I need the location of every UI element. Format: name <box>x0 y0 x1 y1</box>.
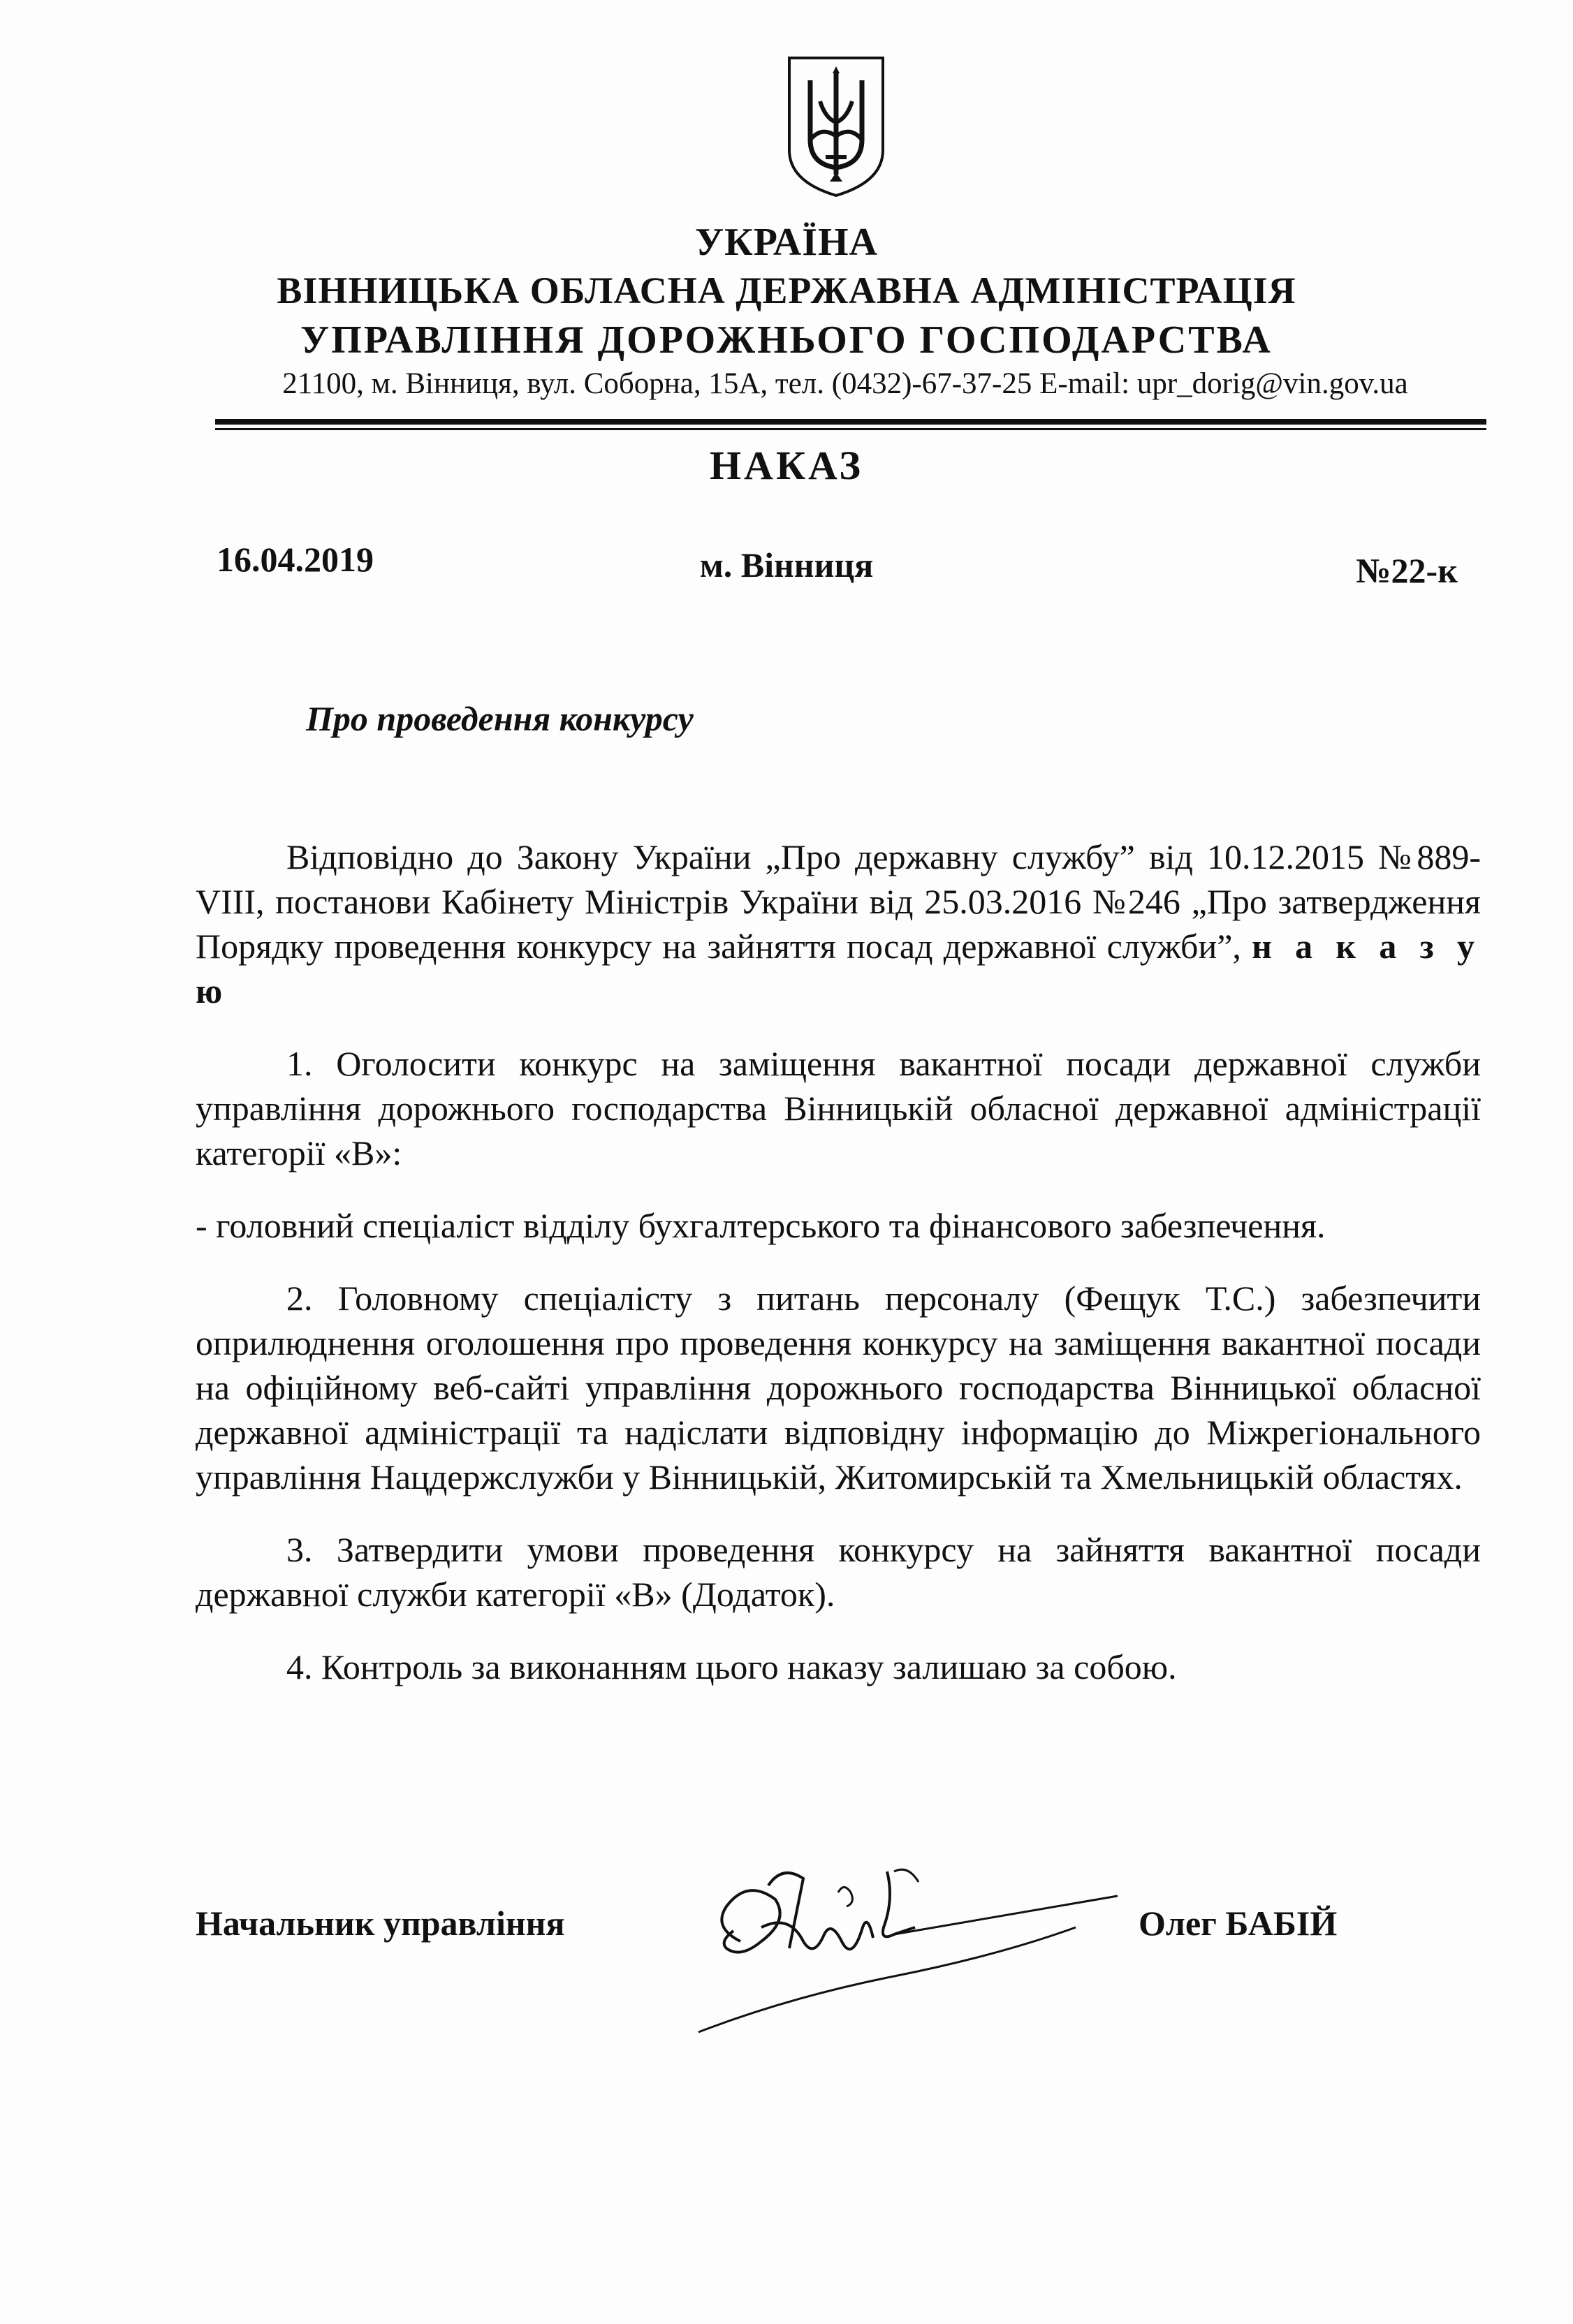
document-city: м. Вінниця <box>699 545 874 584</box>
intro-paragraph <box>196 834 1481 1013</box>
document-body <box>196 834 1481 1717</box>
item-4-paragraph: 4. Контроль за виконанням цього наказу залишаю за собою. <box>286 1647 1177 1686</box>
header-divider-thick <box>215 419 1486 425</box>
header-divider-thin <box>215 428 1486 430</box>
document-date: 16.04.2019 <box>217 540 374 579</box>
document-number: №22-к <box>1356 551 1458 590</box>
item-2-paragraph: 2. Головному спеціалісту з питань персоналу (Фещук Т.С.) забезпечити оприлюднення оголошення про проведення конкурсу на заміщення вакантної посади на офіційному веб-сайті управління дорожнього господарства Вінницької обласної державної адміністрації та надіслати відповідну інформацію до Міжрегіонального управління Нацдержслужби у Вінницькій, Житомирській та Хмельницькій областях. <box>196 1279 1481 1496</box>
order-word: н а к а з у ю <box>196 927 1481 1010</box>
document-subject: Про проведення конкурсу <box>306 699 694 738</box>
handwritten-signature <box>685 1844 1132 2046</box>
department-name: УПРАВЛІННЯ ДОРОЖНЬОГО ГОСПОДАРСТВА <box>300 318 1273 362</box>
signatory-name: Олег БАБІЙ <box>1139 1904 1338 1943</box>
signatory-position: Начальник управління <box>196 1904 565 1943</box>
item-3-paragraph: 3. Затвердити умови проведення конкурсу на зайняття вакантної посади державної служби категорії «В» (Додаток). <box>196 1530 1481 1614</box>
item-1-paragraph: 1. Оголосити конкурс на заміщення вакантної посади державної служби управління дорожнього господарства Вінницькій обласної державної адміністрації категорії «В»: <box>196 1044 1481 1172</box>
country-name: УКРАЇНА <box>695 221 878 264</box>
item-1-subitem: - головний спеціаліст відділу бухгалтерського та фінансового забезпечення. <box>196 1206 1326 1245</box>
administration-name: ВІННИЦЬКА ОБЛАСНА ДЕРЖАВНА АДМІНІСТРАЦІЯ <box>277 270 1296 311</box>
intro-text: Відповідно до Закону України „Про державну службу” від 10.12.2015 №889-VIII, постанови Кабінету Міністрів України від 25.03.2016 №246 „Про затвердження Порядку проведення конкурсу на зайняття посад державної служби”, <box>196 837 1481 966</box>
coat-of-arms-icon <box>784 52 888 199</box>
address-line: 21100, м. Вінниця, вул. Соборна, 15А, тел. (0432)-67-37-25 E-mail: upr_dorig@vin.gov.ua <box>282 367 1408 400</box>
document-type: НАКАЗ <box>709 443 864 488</box>
